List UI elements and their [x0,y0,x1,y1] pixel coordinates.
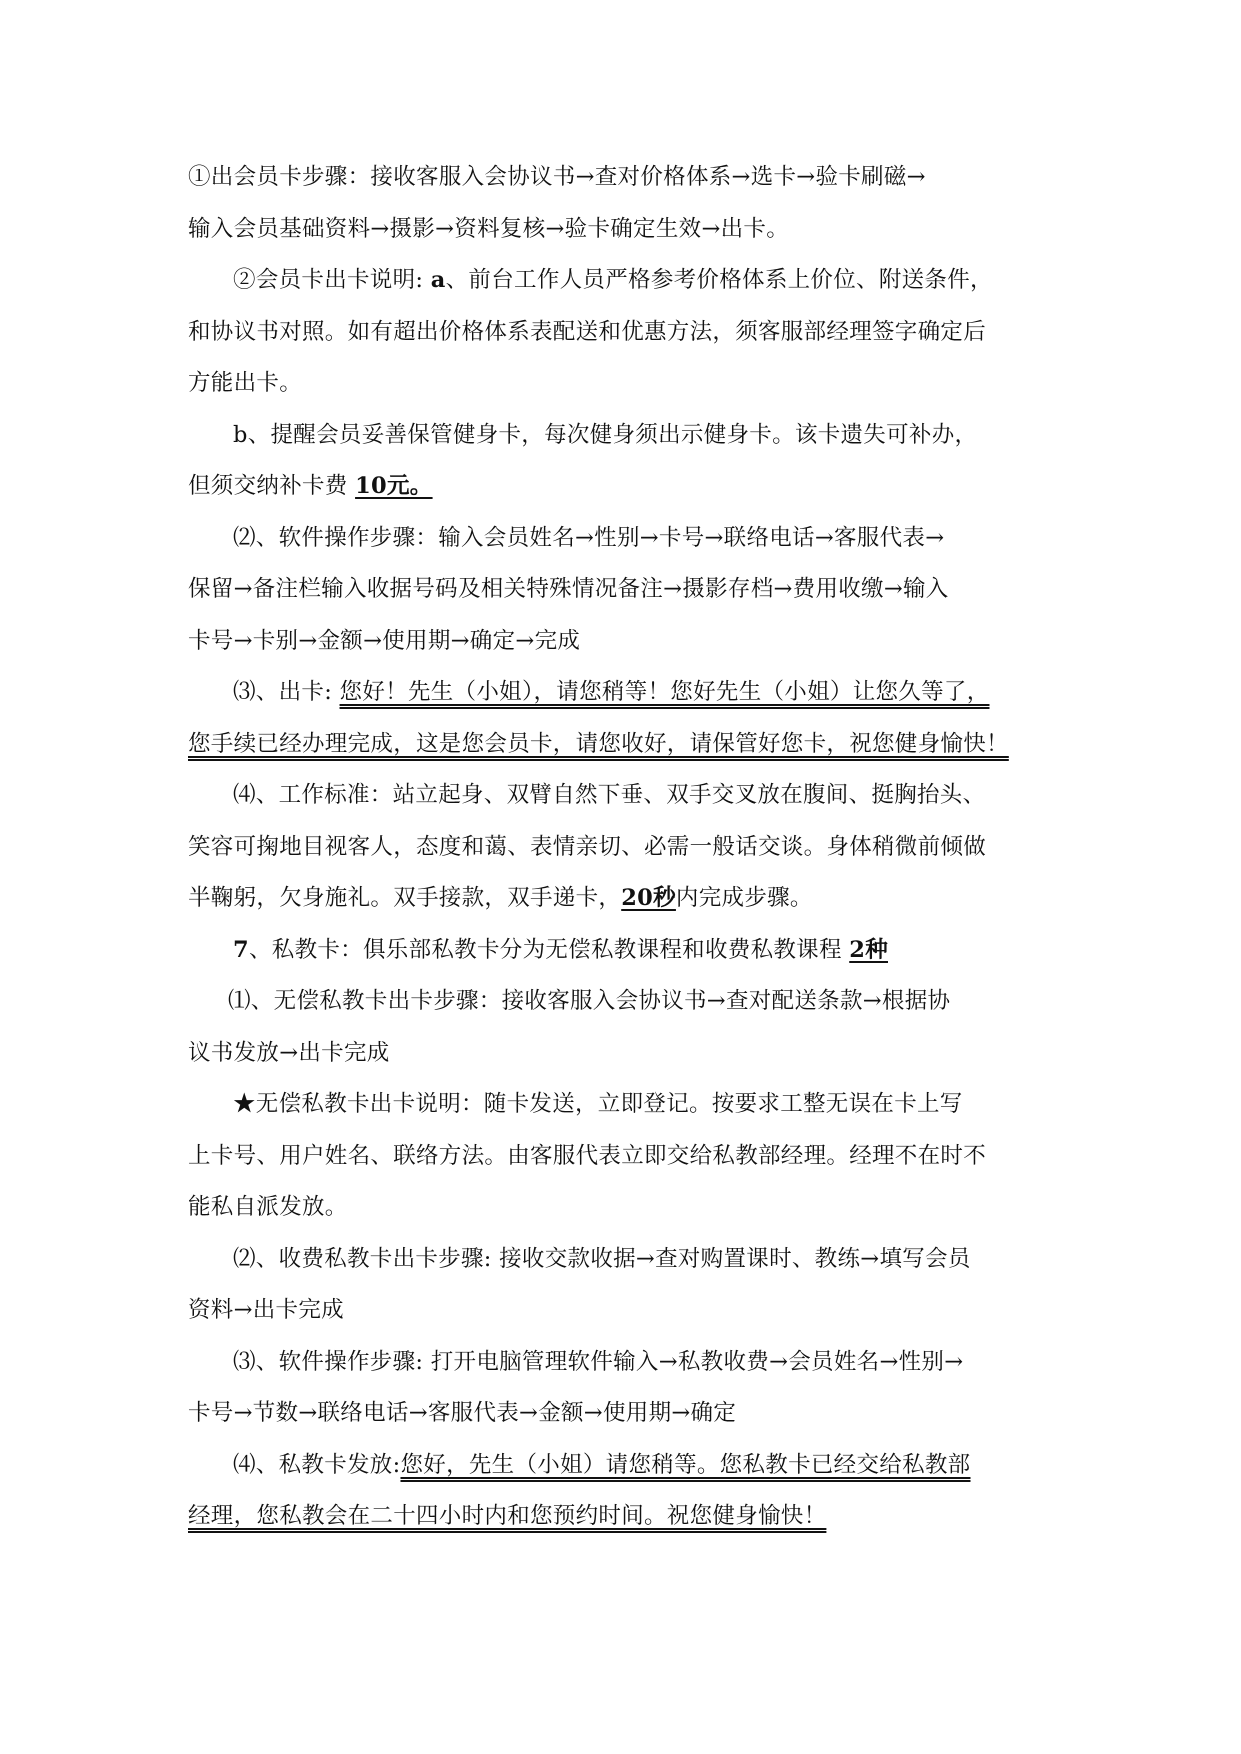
paragraph-line: 能私自派发放。 [188,1194,348,1220]
greeting-script: 您好，先生（小姐）请您稍等。您私教卡已经交给私教部 [400,1451,971,1478]
paragraph-line: 保留→备注栏输入收据号码及相关特殊情况备注→摄影存档→费用收缴→输入 [188,576,949,602]
greeting-script: 经理，您私教会在二十四小时内和您预约时间。祝您健身愉快！ [188,1503,827,1529]
paragraph-line: ★无偿私教卡出卡说明：随卡发送，立即登记。按要求工整无误在卡上写 [233,1091,963,1117]
paragraph-line: 资料→出卡完成 [188,1297,344,1323]
course-count: 2种 [849,936,888,963]
paragraph-line: ⑶、软件操作步骤: 打开电脑管理软件输入→私教收费→会员姓名→性别→ [233,1348,964,1375]
paragraph-line: ⑵、软件操作步骤：输入会员姓名→性别→卡号→联络电话→客服代表→ [233,524,945,551]
paragraph-line: ②会员卡出卡说明: a、前台工作人员严格参考价格体系上价位、附送条件， [233,267,993,293]
paragraph-line: 半鞠躬，欠身施礼。双手接款，双手递卡，20秒内完成步骤。 [188,885,813,911]
paragraph-line: 卡号→节数→联络电话→客服代表→金额→使用期→确定 [188,1400,737,1426]
greeting-script: 您好！先生（小姐），请您稍等！您好先生（小姐）让您久等了， [339,679,990,705]
paragraph-line: ①出会员卡步骤：接收客服入会协议书→查对价格体系→选卡→验卡刷磁→ [188,164,926,190]
paragraph-line: 但须交纳补卡费 10元。 [188,473,433,499]
paragraph-line: ⑶、出卡: 您好！先生（小姐），请您稍等！您好先生（小姐）让您久等了， [233,679,990,705]
paragraph-line: ⑷、工作标准：站立起身、双臂自然下垂、双手交叉放在腹间、挺胸抬头、 [233,782,986,808]
greeting-script: 您手续已经办理完成，这是您会员卡，请您收好，请保管好您卡，祝您健身愉快！ [188,730,1009,757]
paragraph-line: 方能出卡。 [188,370,303,396]
paragraph-line: ⑵、收费私教卡出卡步骤: 接收交款收据→查对购置课时、教练→填写会员 [233,1245,971,1272]
paragraph-line: 笑容可掬地目视客人，态度和蔼、表情亲切、必需一般话交谈。身体稍微前倾做 [188,833,987,860]
paragraph-line [188,1491,1068,1543]
fee-amount: 10元。 [355,473,433,499]
paragraph-line: ⑷、私教卡发放:您好，先生（小姐）请您稍等。您私教卡已经交给私教部 [233,1451,971,1478]
paragraph-line: 卡号→卡别→金额→使用期→确定→完成 [188,627,581,654]
paragraph-line: 和协议书对照。如有超出价格体系表配送和优惠方法，须客服部经理签字确定后 [188,318,987,345]
paragraph-line: 输入会员基础资料→摄影→资料复核→验卡确定生效→出卡。 [188,215,790,242]
paragraph-line: ⑴、无偿私教卡出卡步骤：接收客服入会协议书→查对配送条款→根据协 [228,988,951,1014]
section-heading: 7、私教卡：俱乐部私教卡分为无偿私教课程和收费私教课程 2种 [233,936,888,963]
document-body [188,152,1068,1543]
paragraph-line [188,719,1068,771]
paragraph-line: b、提醒会员妥善保管健身卡，每次健身须出示健身卡。该卡遗失可补办， [233,421,978,448]
time-limit: 20秒 [621,885,676,911]
paragraph-line: 上卡号、用户姓名、联络方法。由客服代表立即交给私教部经理。经理不在时不 [188,1142,987,1169]
paragraph-line: 议书发放→出卡完成 [188,1039,390,1066]
